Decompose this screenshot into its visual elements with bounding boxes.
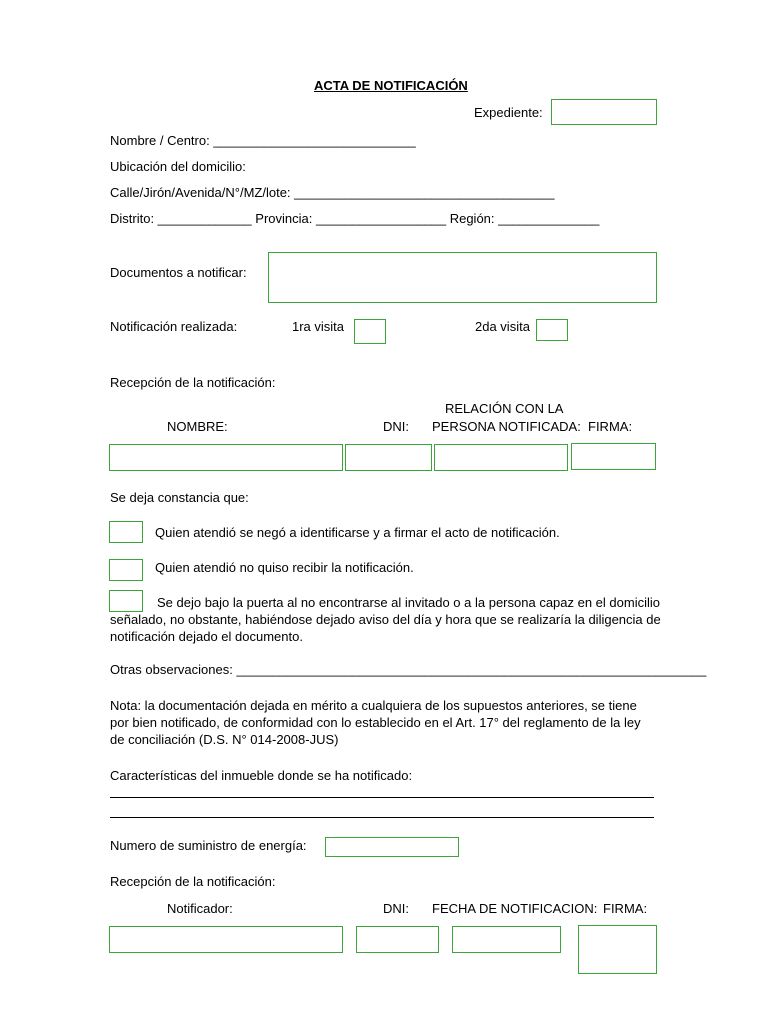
recepcion-dni-field[interactable] — [345, 444, 432, 471]
segunda-visita-checkbox[interactable] — [536, 319, 568, 341]
recepcion-label-2: Recepción de la notificación: — [110, 874, 276, 889]
calle-line: Calle/Jirón/Avenida/N°/MZ/lote: ____________________________________ — [110, 185, 555, 200]
col-dni-header-2: DNI: — [383, 901, 409, 916]
recepcion-relacion-field[interactable] — [434, 444, 568, 471]
constancia-label: Se deja constancia que: — [110, 490, 249, 505]
col-dni-header: DNI: — [383, 419, 409, 434]
caracteristicas-rule-2 — [110, 817, 654, 818]
caracteristicas-rule-1 — [110, 797, 654, 798]
expediente-label: Expediente: — [474, 105, 543, 120]
constancia-option2-text: Quien atendió no quiso recibir la notificación. — [155, 560, 414, 575]
col-relacion-line1: RELACIÓN CON LA — [445, 401, 564, 416]
nota-line2: por bien notificado, de conformidad con lo establecido en el Art. 17° del reglamento de la ley — [110, 715, 641, 730]
primera-visita-checkbox[interactable] — [354, 319, 386, 344]
constancia-option3-line2: señalado, no obstante, habiéndose dejado aviso del día y hora que se realizaría la diligencia de — [110, 612, 661, 627]
constancia-option1-checkbox[interactable] — [109, 521, 143, 543]
col-firma-header: FIRMA: — [588, 419, 633, 434]
notificador-fecha-field[interactable] — [452, 926, 561, 953]
segunda-visita-label: 2da visita — [475, 319, 530, 334]
suministro-field[interactable] — [325, 837, 459, 857]
col-fecha-header: FECHA DE NOTIFICACION: — [432, 901, 598, 916]
constancia-option3-line3: notificación dejado el documento. — [110, 629, 303, 644]
ubicacion-label: Ubicación del domicilio: — [110, 159, 246, 174]
recepcion-nombre-field[interactable] — [109, 444, 343, 471]
col-notificador-header: Notificador: — [167, 901, 233, 916]
notificador-firma-field[interactable] — [578, 925, 657, 974]
nombre-centro-line: Nombre / Centro: ____________________________ — [110, 133, 416, 148]
constancia-option3-checkbox[interactable] — [109, 590, 143, 612]
constancia-option3-line1: Se dejo bajo la puerta al no encontrarse al invitado o a la persona capaz en el domicilio — [157, 595, 660, 610]
documentos-field[interactable] — [268, 252, 657, 303]
documentos-label: Documentos a notificar: — [110, 265, 247, 280]
nota-line3: de conciliación (D.S. N° 014-2008-JUS) — [110, 732, 339, 747]
constancia-option1-text: Quien atendió se negó a identificarse y a firmar el acto de notificación. — [155, 525, 560, 540]
document-title: ACTA DE NOTIFICACIÓN — [314, 78, 468, 93]
notificacion-realizada-label: Notificación realizada: — [110, 319, 238, 334]
recepcion-firma-field[interactable] — [571, 443, 656, 470]
col-nombre-header: NOMBRE: — [167, 419, 228, 434]
distrito-line: Distrito: _____________ Provincia: __________________ Región: ______________ — [110, 211, 600, 226]
expediente-field[interactable] — [551, 99, 657, 125]
primera-visita-label: 1ra visita — [292, 319, 345, 334]
recepcion-label-1: Recepción de la notificación: — [110, 375, 276, 390]
suministro-label: Numero de suministro de energía: — [110, 838, 307, 853]
caracteristicas-label: Características del inmueble donde se ha notificado: — [110, 768, 413, 783]
col-relacion-line2: PERSONA NOTIFICADA: — [432, 419, 581, 434]
notificador-dni-field[interactable] — [356, 926, 439, 953]
notificador-nombre-field[interactable] — [109, 926, 343, 953]
nota-line1: Nota: la documentación dejada en mérito a cualquiera de los supuestos anteriores, se tiene — [110, 698, 637, 713]
constancia-option2-checkbox[interactable] — [109, 559, 143, 581]
col-firma-header-2: FIRMA: — [603, 901, 648, 916]
otras-observaciones-line: Otras observaciones: _________________________________________________________________ — [110, 662, 707, 677]
